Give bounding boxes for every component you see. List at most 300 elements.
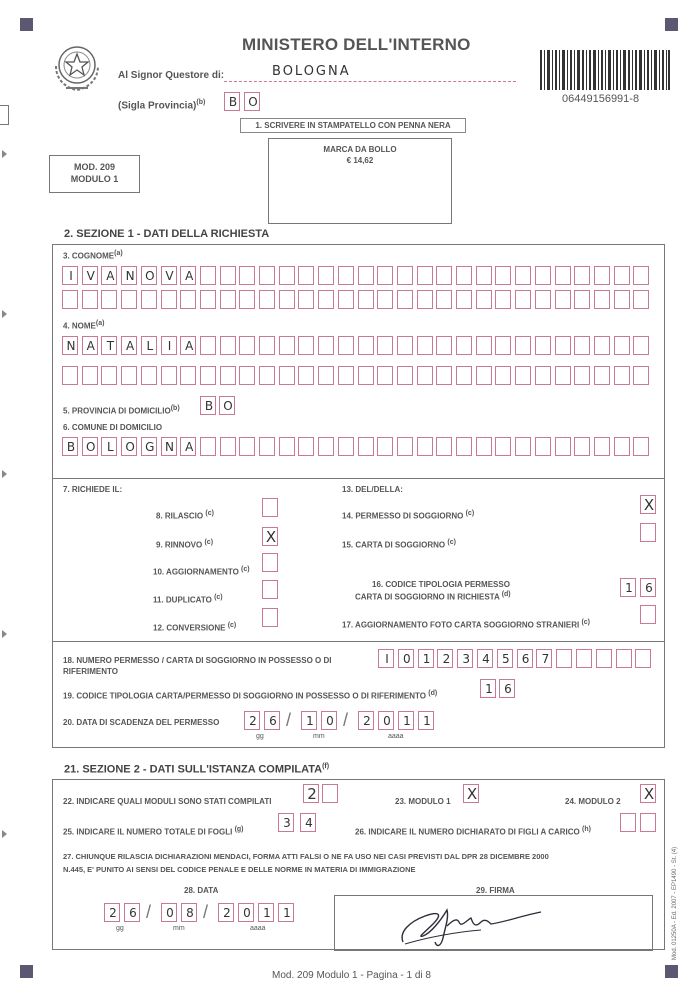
provincia-char: B: [204, 399, 214, 413]
provincia-cell[interactable]: [219, 396, 235, 415]
stamp-title: MARCA DA BOLLO: [323, 145, 397, 154]
rinnovo-text: 9. RINNOVO: [156, 540, 203, 550]
cognome-cell[interactable]: [62, 290, 78, 309]
gg-label: gg: [116, 925, 124, 932]
nome-char: A: [185, 339, 194, 353]
comune-cell[interactable]: [259, 437, 275, 456]
nome-cell[interactable]: [436, 366, 452, 385]
nome-cell[interactable]: [614, 336, 630, 355]
nome-label-text: 4. NOME: [63, 321, 96, 331]
carta-label: [342, 539, 456, 550]
nome-cell[interactable]: [121, 336, 137, 355]
nome-cell[interactable]: [456, 366, 472, 385]
nome-cell[interactable]: [535, 336, 551, 355]
cognome-cell[interactable]: [555, 266, 571, 285]
numero-cell[interactable]: [457, 649, 473, 668]
nome-char: A: [125, 339, 135, 353]
cognome-cell[interactable]: [62, 266, 78, 285]
cognome-cell[interactable]: [259, 266, 275, 285]
comune-char: L: [107, 440, 114, 454]
numero-cell[interactable]: [497, 649, 513, 668]
note-c: (c): [581, 619, 590, 626]
numero-char: 7: [541, 652, 550, 666]
comune-cell[interactable]: [377, 437, 393, 456]
nome-cell[interactable]: [220, 336, 236, 355]
nome-cell[interactable]: [495, 366, 511, 385]
nome-cell[interactable]: [141, 336, 157, 355]
cognome-cell[interactable]: [574, 290, 590, 309]
cognome-cell[interactable]: [535, 266, 551, 285]
nome-cell[interactable]: [318, 366, 334, 385]
data-cell[interactable]: [181, 903, 197, 922]
data-cell[interactable]: [104, 903, 120, 922]
cognome-cell[interactable]: [456, 290, 472, 309]
rinnovo-label: [156, 539, 213, 550]
scadenza-cell[interactable]: [358, 711, 374, 730]
numero-label-2: RIFERIMENTO: [63, 667, 118, 676]
cognome-cell[interactable]: [200, 266, 216, 285]
cognome-cell[interactable]: [298, 266, 314, 285]
nome-cell[interactable]: [417, 366, 433, 385]
nome-cell[interactable]: [397, 366, 413, 385]
comune-char: O: [85, 440, 96, 454]
provincia-label-text: 5. PROVINCIA DI DOMICILIO: [63, 406, 171, 416]
codice-possesso-char: 1: [485, 682, 493, 696]
fogli-note: (g): [234, 826, 244, 833]
nome-cell[interactable]: [318, 336, 334, 355]
nome-cell[interactable]: [121, 366, 137, 385]
duplicato-text: 11. DUPLICATO: [153, 595, 212, 605]
rinnovo-mark: X: [265, 528, 277, 546]
nome-cell[interactable]: [377, 366, 393, 385]
note-c: (c): [214, 594, 223, 601]
data-char: 0: [166, 906, 174, 920]
cognome-cell[interactable]: [358, 290, 374, 309]
nome-cell[interactable]: [259, 366, 275, 385]
figli-text: 26. INDICARE IL NUMERO DICHIARATO DI FIGLI A CARICO: [355, 827, 580, 837]
codice-cell[interactable]: [640, 578, 656, 597]
comune-cell[interactable]: [220, 437, 236, 456]
data-cell[interactable]: [124, 903, 140, 922]
numero-cell[interactable]: [517, 649, 533, 668]
barcode: [540, 50, 670, 90]
cognome-cell[interactable]: [495, 290, 511, 309]
nome-note: (a): [95, 320, 105, 327]
numero-cell[interactable]: [576, 649, 592, 668]
nome-cell[interactable]: [456, 336, 472, 355]
binding-edge: [0, 105, 9, 125]
questore-label: Al Signor Questore di:: [118, 70, 225, 81]
comune-cell[interactable]: [200, 437, 216, 456]
cognome-cell[interactable]: [220, 266, 236, 285]
aggiornamento-checkbox[interactable]: [262, 553, 278, 572]
nome-cell[interactable]: [298, 336, 314, 355]
cognome-cell[interactable]: [377, 290, 393, 309]
richiede-label: 7. RICHIEDE IL:: [63, 485, 123, 494]
figli-cell[interactable]: [640, 813, 656, 832]
rilascio-checkbox[interactable]: [262, 498, 278, 517]
comune-cell[interactable]: [633, 437, 649, 456]
comune-cell[interactable]: [456, 437, 472, 456]
section2-title: [64, 763, 329, 776]
cognome-cell[interactable]: [555, 290, 571, 309]
nome-cell[interactable]: [180, 336, 196, 355]
nome-cell[interactable]: [417, 336, 433, 355]
note-c: (c): [447, 539, 456, 546]
questore-field[interactable]: BOLOGNA: [272, 64, 351, 79]
scadenza-char: 0: [383, 714, 391, 728]
provincia-cell[interactable]: [200, 396, 216, 415]
nome-cell[interactable]: [101, 336, 117, 355]
moduli-char: 2: [307, 785, 317, 803]
modulo2-checkbox[interactable]: [640, 784, 656, 803]
codice-label-1: 16. CODICE TIPOLOGIA PERMESSO: [372, 580, 510, 589]
codice-label-2-wrap: [342, 590, 511, 603]
comune-char: B: [66, 440, 76, 454]
cognome-cell[interactable]: [476, 266, 492, 285]
sigla-cell[interactable]: [244, 92, 260, 111]
nome-cell[interactable]: [614, 366, 630, 385]
nome-cell[interactable]: [555, 336, 571, 355]
cognome-cell[interactable]: [141, 266, 157, 285]
cognome-cell[interactable]: [82, 290, 98, 309]
modulo2-mark: X: [643, 785, 655, 803]
nome-cell[interactable]: [476, 336, 492, 355]
cognome-cell[interactable]: [180, 290, 196, 309]
scadenza-cell[interactable]: [398, 711, 414, 730]
registration-mark-bottom-right: [665, 965, 678, 978]
data-char: 8: [186, 906, 194, 920]
fogli-cell[interactable]: [300, 813, 316, 832]
codice-possesso-text: 19. CODICE TIPOLOGIA CARTA/PERMESSO DI SOGGIORNO IN POSSESSO O DI RIFERIMENTO: [63, 691, 427, 701]
side-marker-icon: [2, 470, 7, 478]
nome-cell[interactable]: [101, 366, 117, 385]
moduli-cell[interactable]: [322, 784, 338, 803]
comune-cell[interactable]: [417, 437, 433, 456]
cognome-cell[interactable]: [338, 290, 354, 309]
fogli-cell[interactable]: [278, 813, 294, 832]
comune-cell[interactable]: [555, 437, 571, 456]
comune-cell[interactable]: [397, 437, 413, 456]
nome-cell[interactable]: [594, 336, 610, 355]
fogli-label: [63, 826, 244, 837]
cognome-cell[interactable]: [495, 266, 511, 285]
conversione-text: 12. CONVERSIONE: [153, 623, 226, 633]
comune-cell[interactable]: [614, 437, 630, 456]
cognome-cell[interactable]: [594, 266, 610, 285]
comune-cell[interactable]: [535, 437, 551, 456]
cognome-cell[interactable]: [515, 266, 531, 285]
data-cell[interactable]: [238, 903, 254, 922]
cognome-cell[interactable]: [397, 266, 413, 285]
figli-note: (h): [581, 826, 591, 833]
permesso-mark: X: [643, 496, 655, 514]
codice-possesso-cell[interactable]: [480, 679, 496, 698]
codice-possesso-char: 6: [504, 682, 512, 696]
scadenza-cell[interactable]: [301, 711, 317, 730]
numero-cell[interactable]: [418, 649, 434, 668]
permesso-checkbox[interactable]: [640, 495, 656, 514]
registration-mark-top-left: [20, 18, 33, 31]
cognome-cell[interactable]: [358, 266, 374, 285]
nome-cell[interactable]: [200, 336, 216, 355]
comune-cell[interactable]: [495, 437, 511, 456]
nome-cell[interactable]: [358, 366, 374, 385]
codice-char: 6: [645, 581, 653, 595]
nome-cell[interactable]: [633, 336, 649, 355]
data-cell[interactable]: [218, 903, 234, 922]
comune-cell[interactable]: [121, 437, 137, 456]
side-marker-icon: [2, 150, 7, 158]
cognome-cell[interactable]: [180, 266, 196, 285]
nome-char: L: [146, 339, 154, 353]
numero-cell[interactable]: [635, 649, 651, 668]
fogli-char: 3: [283, 816, 291, 830]
numero-cell[interactable]: [556, 649, 572, 668]
cognome-cell[interactable]: [397, 290, 413, 309]
dichiarazione-text: [63, 850, 549, 876]
cognome-char: V: [165, 269, 174, 283]
cognome-cell[interactable]: [298, 290, 314, 309]
cognome-cell[interactable]: [456, 266, 472, 285]
comune-cell[interactable]: [476, 437, 492, 456]
comune-cell[interactable]: [101, 437, 117, 456]
scadenza-cell[interactable]: [418, 711, 434, 730]
numero-char: 1: [422, 652, 431, 666]
scadenza-char: 1: [403, 714, 411, 728]
nome-cell[interactable]: [515, 366, 531, 385]
comune-cell[interactable]: [141, 437, 157, 456]
cognome-cell[interactable]: [633, 290, 649, 309]
cognome-cell[interactable]: [259, 290, 275, 309]
del-label: 13. DEL/DELLA:: [342, 485, 403, 494]
nome-cell[interactable]: [377, 336, 393, 355]
cognome-cell[interactable]: [279, 266, 295, 285]
scadenza-char: 1: [306, 714, 314, 728]
conversione-checkbox[interactable]: [262, 608, 278, 627]
cognome-cell[interactable]: [239, 290, 255, 309]
nome-cell[interactable]: [220, 366, 236, 385]
duplicato-checkbox[interactable]: [262, 580, 278, 599]
nome-cell[interactable]: [436, 336, 452, 355]
nome-cell[interactable]: [495, 336, 511, 355]
moduli-cell[interactable]: [303, 784, 319, 803]
data-cell[interactable]: [161, 903, 177, 922]
carta-checkbox[interactable]: [640, 523, 656, 542]
cognome-cell[interactable]: [239, 266, 255, 285]
nome-cell[interactable]: [574, 366, 590, 385]
cognome-cell[interactable]: [436, 290, 452, 309]
nome-cell[interactable]: [82, 366, 98, 385]
data-cell[interactable]: [258, 903, 274, 922]
comune-cell[interactable]: [239, 437, 255, 456]
stamp-box: [268, 138, 452, 224]
cognome-cell[interactable]: [476, 290, 492, 309]
numero-cell[interactable]: [477, 649, 493, 668]
foto-checkbox[interactable]: [640, 605, 656, 624]
numero-cell[interactable]: [616, 649, 632, 668]
republic-emblem-icon: [48, 36, 106, 94]
codice-possesso-cell[interactable]: [499, 679, 515, 698]
codice-possesso-label: [63, 690, 437, 701]
fogli-text: 25. INDICARE IL NUMERO TOTALE DI FOGLI: [63, 827, 233, 837]
cognome-char: I: [69, 269, 73, 283]
note-c: (c): [241, 566, 250, 573]
cognome-cell[interactable]: [594, 290, 610, 309]
numero-cell[interactable]: [398, 649, 414, 668]
codice-cell[interactable]: [620, 578, 636, 597]
comune-cell[interactable]: [180, 437, 196, 456]
scadenza-cell[interactable]: [321, 711, 337, 730]
cognome-cell[interactable]: [141, 290, 157, 309]
nome-cell[interactable]: [161, 366, 177, 385]
dichiarazione-line-2: N.445, E' PUNITO AI SENSI DEL CODICE PENALE E DELLE NORME IN MATERIA DI IMMIGRAZIONE: [63, 865, 416, 874]
provincia-label: [63, 405, 180, 416]
carta-text: 15. CARTA DI SOGGIORNO: [342, 540, 446, 550]
nome-cell[interactable]: [476, 366, 492, 385]
cognome-cell[interactable]: [161, 290, 177, 309]
handwritten-signature: [395, 898, 555, 952]
nome-cell[interactable]: [161, 336, 177, 355]
scadenza-cell[interactable]: [378, 711, 394, 730]
comune-cell[interactable]: [358, 437, 374, 456]
comune-cell[interactable]: [62, 437, 78, 456]
comune-cell[interactable]: [338, 437, 354, 456]
comune-cell[interactable]: [594, 437, 610, 456]
numero-cell[interactable]: [437, 649, 453, 668]
nome-cell[interactable]: [535, 366, 551, 385]
cognome-cell[interactable]: [121, 266, 137, 285]
nome-char: I: [167, 339, 172, 353]
nome-cell[interactable]: [62, 366, 78, 385]
nome-cell[interactable]: [338, 366, 354, 385]
nome-cell[interactable]: [259, 336, 275, 355]
mod-box: [49, 155, 140, 193]
nome-cell[interactable]: [515, 336, 531, 355]
nome-cell[interactable]: [594, 366, 610, 385]
registration-mark-bottom-left: [20, 965, 33, 978]
numero-char: 5: [501, 652, 510, 666]
nome-cell[interactable]: [62, 336, 78, 355]
sigla-cell[interactable]: [224, 92, 240, 111]
cognome-cell[interactable]: [101, 266, 117, 285]
scadenza-cell[interactable]: [264, 711, 280, 730]
cognome-char: N: [125, 269, 135, 283]
cognome-char: O: [145, 269, 155, 283]
figli-cell[interactable]: [620, 813, 636, 832]
cognome-note: (a): [114, 250, 123, 257]
note-c: (c): [204, 539, 214, 546]
questore-field-line: [224, 81, 516, 82]
modulo1-mark: X: [466, 785, 478, 803]
scadenza-char: 2: [249, 714, 257, 728]
comune-cell[interactable]: [574, 437, 590, 456]
provincia-note: (b): [170, 405, 180, 412]
cognome-cell[interactable]: [101, 290, 117, 309]
data-cell[interactable]: [278, 903, 294, 922]
comune-cell[interactable]: [279, 437, 295, 456]
note-c: (c): [205, 510, 214, 517]
sigla-note: (b): [196, 99, 206, 106]
nome-cell[interactable]: [141, 366, 157, 385]
permesso-text: 14. PERMESSO DI SOGGIORNO: [342, 511, 464, 521]
date-separator: /: [343, 710, 349, 730]
cognome-cell[interactable]: [161, 266, 177, 285]
nome-cell[interactable]: [633, 366, 649, 385]
scadenza-cell[interactable]: [244, 711, 260, 730]
cognome-cell[interactable]: [200, 290, 216, 309]
nome-cell[interactable]: [239, 336, 255, 355]
nome-cell[interactable]: [239, 366, 255, 385]
fogli-char: 4: [305, 816, 313, 830]
cognome-cell[interactable]: [417, 266, 433, 285]
nome-cell[interactable]: [279, 366, 295, 385]
cognome-cell[interactable]: [318, 290, 334, 309]
numero-char: 4: [482, 652, 490, 666]
cognome-cell[interactable]: [220, 290, 236, 309]
nome-char: N: [66, 339, 76, 353]
comune-cell[interactable]: [318, 437, 334, 456]
cognome-cell[interactable]: [417, 290, 433, 309]
numero-cell[interactable]: [378, 649, 394, 668]
cognome-cell[interactable]: [633, 266, 649, 285]
nome-label: [63, 320, 104, 331]
comune-cell[interactable]: [298, 437, 314, 456]
nome-cell[interactable]: [82, 336, 98, 355]
cognome-cell[interactable]: [377, 266, 393, 285]
nome-char: A: [86, 339, 95, 353]
cognome-cell[interactable]: [318, 266, 334, 285]
cognome-cell[interactable]: [515, 290, 531, 309]
comune-cell[interactable]: [161, 437, 177, 456]
cognome-cell[interactable]: [614, 266, 630, 285]
nome-cell[interactable]: [555, 366, 571, 385]
nome-cell[interactable]: [358, 336, 374, 355]
cognome-cell[interactable]: [121, 290, 137, 309]
cognome-cell[interactable]: [338, 266, 354, 285]
page-footer: Mod. 209 Modulo 1 - Pagina - 1 di 8: [272, 970, 431, 981]
cognome-cell[interactable]: [82, 266, 98, 285]
mm-label: mm: [313, 733, 325, 740]
data-label: 28. DATA: [184, 886, 219, 895]
comune-cell[interactable]: [515, 437, 531, 456]
cognome-cell[interactable]: [574, 266, 590, 285]
modulo1-checkbox[interactable]: [463, 784, 479, 803]
cognome-cell[interactable]: [436, 266, 452, 285]
numero-char: I: [385, 652, 389, 666]
numero-cell[interactable]: [536, 649, 552, 668]
nome-cell[interactable]: [574, 336, 590, 355]
nome-cell[interactable]: [180, 366, 196, 385]
nome-cell[interactable]: [200, 366, 216, 385]
nome-cell[interactable]: [298, 366, 314, 385]
rilascio-label: [156, 510, 214, 521]
dichiarazione-line-1: 27. CHIUNQUE RILASCIA DICHIARAZIONI MENDACI, FORMA ATTI FALSI O NE FA USO NEI CASI PREVISTI DAL DPR 28 DICEMBRE 2000: [63, 852, 549, 861]
nome-cell[interactable]: [338, 336, 354, 355]
aggiornamento-label: [153, 566, 250, 577]
comune-cell[interactable]: [82, 437, 98, 456]
numero-cell[interactable]: [596, 649, 612, 668]
cognome-cell[interactable]: [279, 290, 295, 309]
nome-cell[interactable]: [279, 336, 295, 355]
data-char: 1: [263, 906, 271, 920]
cognome-cell[interactable]: [535, 290, 551, 309]
rinnovo-checkbox[interactable]: [262, 527, 278, 546]
nome-cell[interactable]: [397, 336, 413, 355]
cognome-cell[interactable]: [614, 290, 630, 309]
comune-cell[interactable]: [436, 437, 452, 456]
sigla-char: O: [248, 95, 258, 109]
